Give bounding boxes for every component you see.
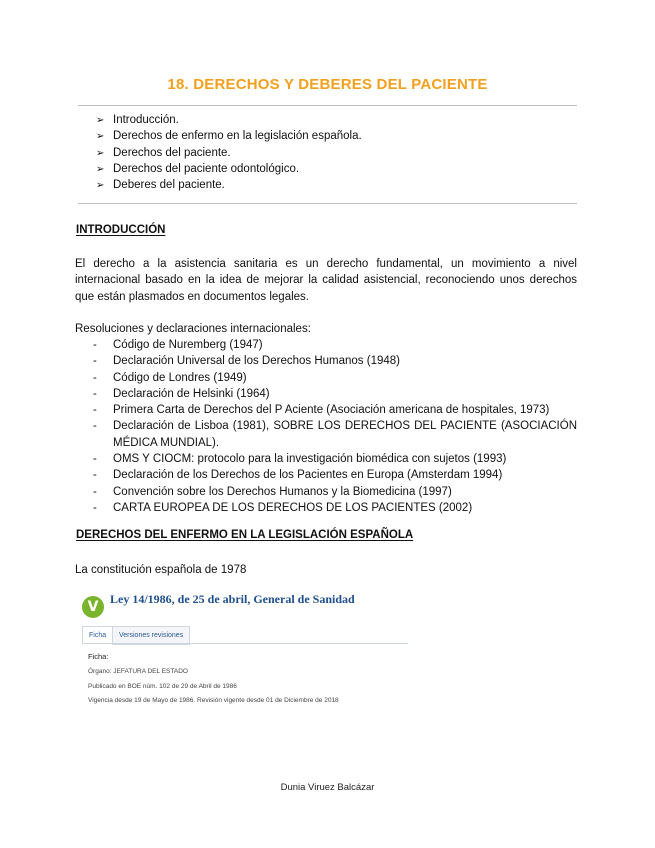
list-item: - Primera Carta de Derechos del P Aciente (Asociación americana de hospitales, 1973) — [93, 404, 550, 417]
vigente-badge-icon: V — [82, 596, 104, 618]
tab-ficha: Ficha — [82, 626, 113, 645]
list-item: - OMS Y CIOCM: protocolo para la investigación biomédica con sujetos (1993) — [93, 453, 507, 466]
toc-item: ➢ Deberes del paciente. — [96, 177, 362, 193]
list-item: - Declaración de los Derechos de los Pacientes en Europa (Amsterdam 1994) — [93, 469, 503, 482]
table-of-contents — [96, 112, 362, 193]
list-item: - CARTA EUROPEA DE LOS DERECHOS DE LOS PACIENTES (2002) — [93, 501, 473, 514]
list-item: - Código de Nuremberg (1947) — [93, 339, 263, 351]
list-item: - Declaración de Helsinki (1964) — [93, 387, 270, 400]
toc-item: ➢ Derechos de enfermo en la legislación española. — [96, 128, 362, 144]
arrow-bullet-icon: ➢ — [96, 131, 105, 143]
page-footer: Dunia Viruez Balcázar — [280, 782, 375, 793]
toc-item: ➢ Introducción. — [96, 112, 362, 128]
section-heading-introduction: INTRODUCCIÓN — [76, 224, 166, 236]
law-title: Ley 14/1986, de 25 de abril, General de Sanidad — [110, 592, 355, 606]
arrow-bullet-icon: ➢ — [96, 180, 105, 192]
page-title: 18. DERECHOS Y DEBERES DEL PACIENTE — [167, 76, 488, 93]
ficha-organo: Órgano: JEFATURA DEL ESTADO — [88, 668, 188, 675]
toc-item: ➢ Derechos del paciente odontológico. — [96, 161, 362, 177]
law-screenshot — [78, 588, 408, 718]
resolutions-list — [93, 337, 577, 516]
toc-item: ➢ Derechos del paciente. — [96, 145, 362, 161]
resolutions-label: Resoluciones y declaraciones internacionales: — [75, 323, 311, 335]
section-heading-legislation: DERECHOS DEL ENFERMO EN LA LEGISLACIÓN ESPAÑOLA — [76, 529, 414, 541]
list-item: - Código de Londres (1949) — [93, 371, 247, 384]
list-item: - Convención sobre los Derechos Humanos y la Biomedicina (1997) — [93, 485, 452, 498]
intro-paragraph: El derecho a la asistencia sanitaria es un derecho fundamental, un movimiento a nivel internacional basado en la idea de mejorar la calidad asistencial, reconociendo unos derechos que están plasmados en documentos legales. — [75, 258, 577, 303]
ficha-label: Ficha: — [88, 652, 109, 661]
tab-versiones: Versiones revisiones — [112, 626, 190, 645]
ficha-publicado: Publicado en BOE núm. 102 de 29 de Abril de 1986 — [88, 683, 237, 690]
ficha-panel — [82, 643, 408, 718]
arrow-bullet-icon: ➢ — [96, 147, 105, 159]
ficha-vigencia: Vigencia desde 19 de Mayo de 1986. Revisión vigente desde 01 de Diciembre de 2018 — [88, 697, 339, 704]
list-item: - Declaración Universal de los Derechos Humanos (1948) — [93, 355, 400, 368]
arrow-bullet-icon: ➢ — [96, 163, 105, 175]
constitution-text: La constitución española de 1978 — [75, 564, 247, 576]
arrow-bullet-icon: ➢ — [96, 115, 105, 126]
divider-top — [78, 105, 577, 106]
list-item: - Declaración de Lisboa (1981), SOBRE LOS DERECHOS DEL PACIENTE (ASOCIACIÓN MÉDICA MUNDIAL). — [93, 420, 577, 449]
divider-bottom — [78, 203, 577, 204]
